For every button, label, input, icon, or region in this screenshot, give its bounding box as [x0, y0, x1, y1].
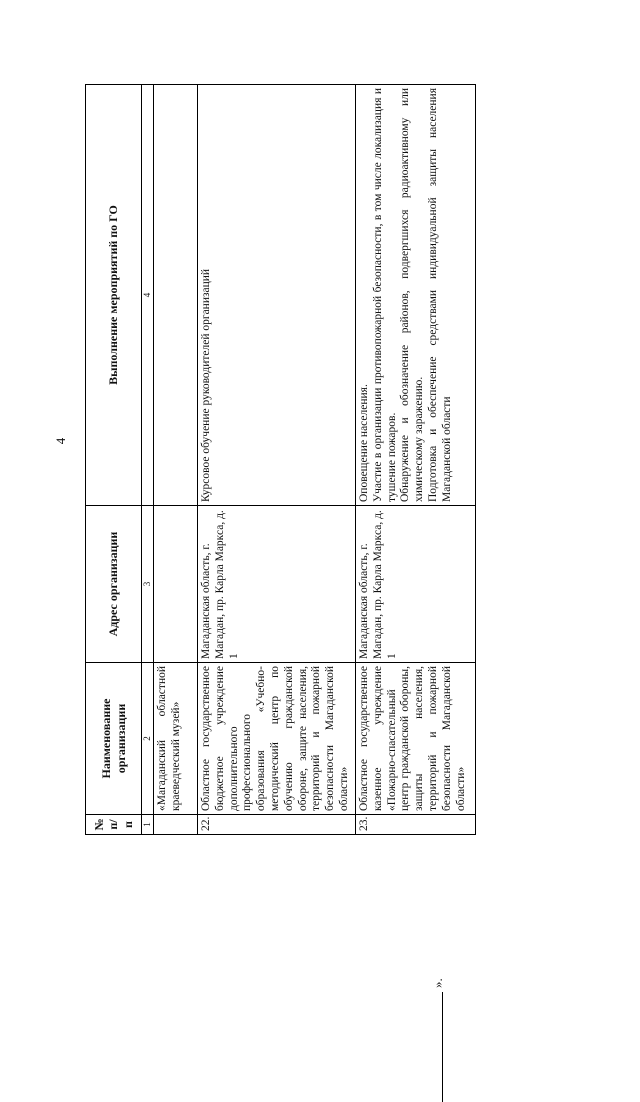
- action-item: Оповещение населения.: [357, 384, 370, 502]
- row-number: 22.: [197, 815, 355, 835]
- column-index: 2: [142, 663, 154, 815]
- header-go-measures: Выполнение мероприятий по ГО: [86, 85, 142, 506]
- action-item: Курсовое обучение руководителей организаций: [199, 268, 212, 502]
- table-header-row: [86, 85, 142, 835]
- column-index: 4: [142, 85, 154, 506]
- action-item: Обнаружение и обозначение районов, подвергшихся радиоактивному или химическому заражению.: [399, 88, 426, 502]
- header-org-name: Наименование организации: [86, 663, 142, 815]
- org-address: Магаданская область, г. Магадан, пр. Карла Маркса, д. 1: [355, 506, 475, 663]
- column-index: 1: [142, 815, 154, 835]
- closing-mark: ».: [430, 978, 445, 988]
- rotated-table-frame: [85, 85, 559, 835]
- page-number: 4: [53, 437, 68, 445]
- header-org-address: Адрес организации: [86, 506, 142, 663]
- org-name: «Магаданский областной краеведческий музей»: [153, 663, 197, 815]
- org-address: Магаданская область, г. Магадан, пр. Карла Маркса, д. 1: [197, 506, 355, 663]
- org-actions: [153, 85, 197, 506]
- action-item: Подготовка и обеспечение средствами индивидуальной защиты населения Магаданской области: [426, 88, 453, 502]
- org-name: Областное государственное казенное учреждение «Пожарно-спасательный центр гражданской обороны, защиты населения, территорий и пожарной безопасности Магаданской области»: [355, 663, 475, 815]
- header-number: № п/п: [86, 815, 142, 835]
- column-index: 3: [142, 506, 154, 663]
- org-name: Областное государственное бюджетное учреждение дополнительного профессионального образования «Учебно-методический центр по обучению гражданской обороне, защите населения, территорий и пожарной безопасности Магаданской области»: [197, 663, 355, 815]
- column-index-row: [142, 85, 154, 835]
- table-row: [355, 85, 475, 835]
- document-signoff: [430, 962, 458, 1102]
- table-row: [197, 85, 355, 835]
- row-number: [153, 815, 197, 835]
- org-actions: [197, 85, 355, 506]
- row-number: 23.: [355, 815, 475, 835]
- measures-table: [85, 84, 476, 835]
- org-actions: [355, 85, 475, 506]
- org-address: [153, 506, 197, 663]
- signature-line: [442, 992, 443, 1102]
- table-row: [153, 85, 197, 835]
- action-item: Участие в организации противопожарной безопасности, в том числе локализация и тушение пожаров.: [371, 88, 398, 502]
